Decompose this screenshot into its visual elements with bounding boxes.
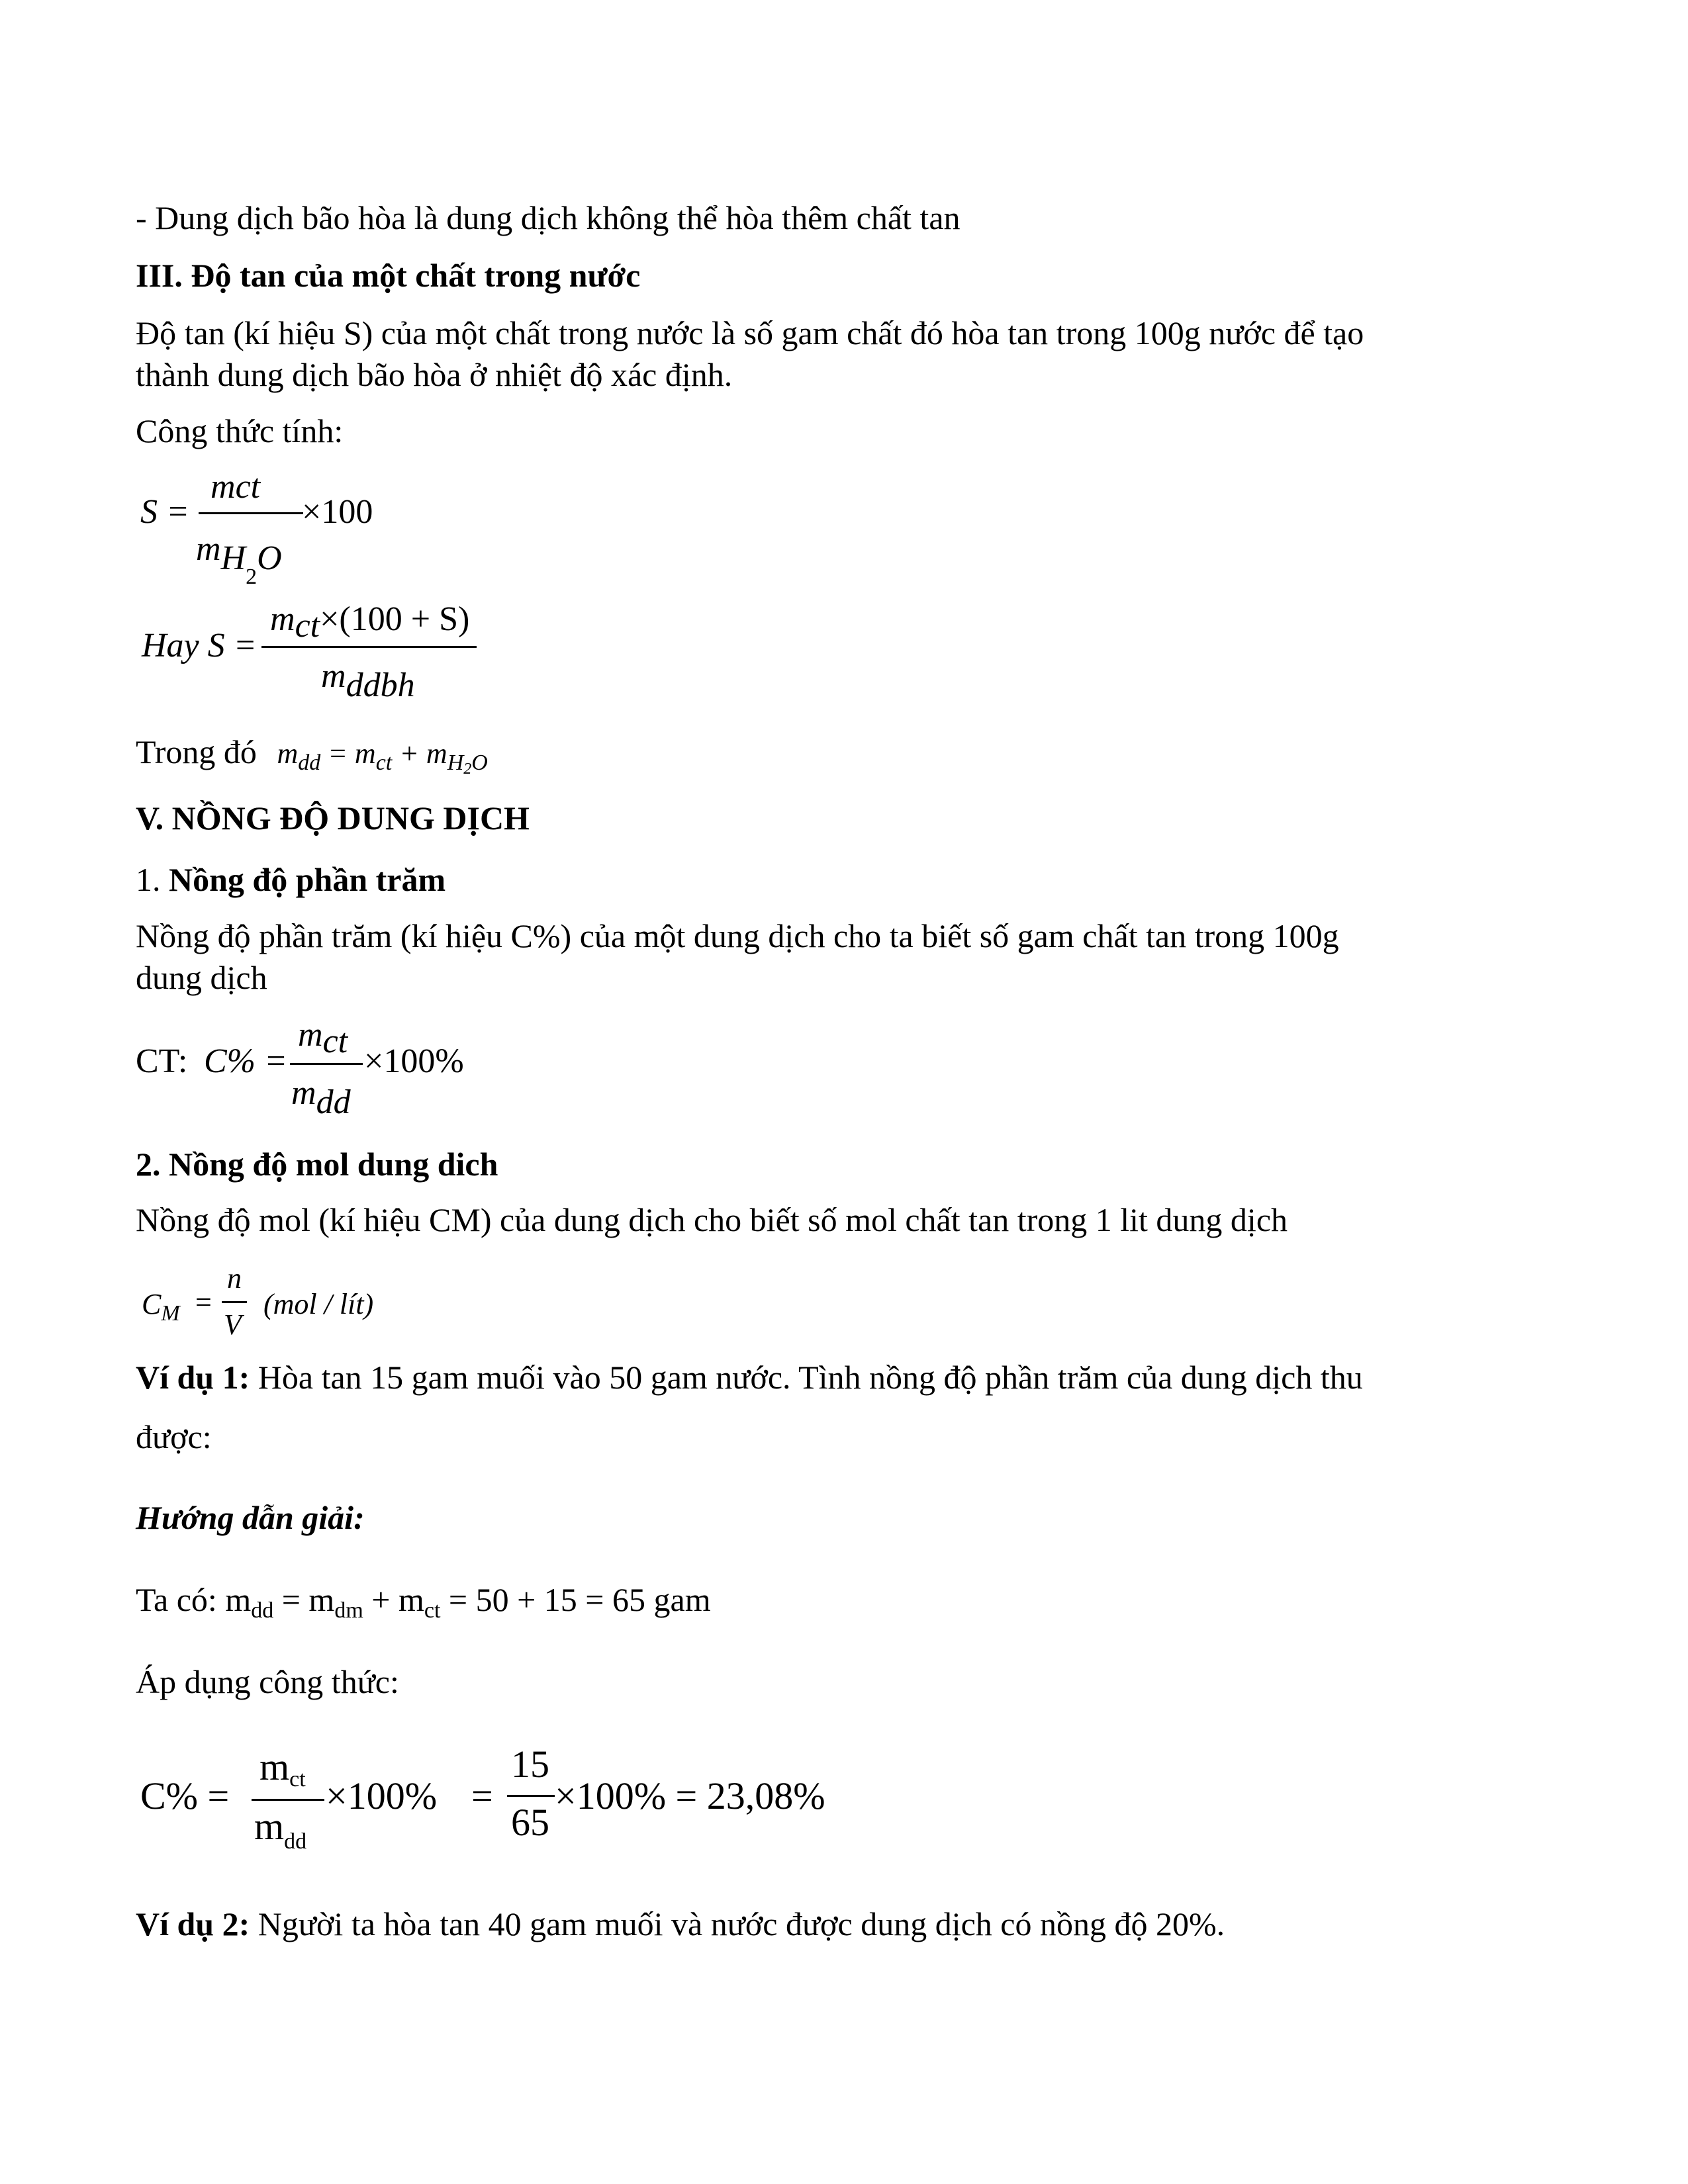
f3-ct-label: CT: <box>136 1042 188 1080</box>
example-1-calc: Ta có: $m_{dd} = m_{dm} + m_{ct} = 50 + 15 = 65$ gam <box>136 1581 711 1623</box>
f3-tail: ×100% <box>364 1042 464 1080</box>
f1-fraction-bar <box>199 512 303 514</box>
percent-definition-line1: Nồng độ phần trăm (kí hiệu C%) của một dung dịch cho ta biết số gam chất tan trong 100g <box>136 917 1339 954</box>
example-1-line1: Ví dụ 1: Hòa tan 15 gam muối vào 50 gam nước. Tình nồng độ phần trăm của dung dịch thu <box>136 1359 1363 1396</box>
f5-lhs: C% = <box>140 1774 230 1817</box>
f5-numerator: mct <box>259 1745 306 1792</box>
where-line: Trong đó $m_{dd} = m_{ct} + m_{H2O}$ <box>136 733 488 778</box>
solubility-definition-line2: thành dung dịch bão hòa ở nhiệt độ xác định. <box>136 356 733 393</box>
f1-numerator: mct <box>211 468 261 506</box>
f5-fraction-bar <box>252 1799 324 1801</box>
f2-numerator: mct×(100 + S) <box>270 600 470 645</box>
section-5-heading: V. NỒNG ĐỘ DUNG DỊCH <box>136 799 530 837</box>
f5-fraction-bar-2 <box>507 1795 555 1797</box>
f5-result: ×100% = 23,08% <box>555 1774 825 1817</box>
f5-equals: = <box>471 1774 493 1817</box>
f3-lhs: C% = <box>204 1042 288 1080</box>
f2-label: Hay S = <box>142 627 257 664</box>
f4-denominator: V <box>224 1308 242 1341</box>
apply-formula-label: Áp dụng công thức: <box>136 1663 399 1700</box>
subsection-2-heading: 2. Nồng độ mol dung dich <box>136 1146 498 1183</box>
section-3-heading: III. Độ tan của một chất trong nước <box>136 257 641 294</box>
f2-fraction-bar <box>261 646 477 648</box>
f4-lhs: $C_M$ <box>142 1288 180 1326</box>
f4-fraction-bar <box>222 1301 247 1303</box>
example-1-line2: được: <box>136 1418 212 1455</box>
f5-mid: ×100% <box>326 1774 438 1817</box>
example-2-line: Ví dụ 2: Người ta hòa tan 40 gam muối và nước được dung dịch có nồng độ 20%. <box>136 1905 1225 1942</box>
f5-denominator: $m_{dd}$ <box>254 1805 307 1854</box>
f1-tail: ×100 <box>302 493 373 531</box>
f1-lhs: S = <box>140 493 190 531</box>
f3-denominator: mdd <box>291 1074 351 1121</box>
solubility-definition-line1: Độ tan (kí hiệu S) của một chất trong nước là số gam chất đó hòa tan trong 100g nước để tạo <box>136 314 1364 351</box>
subsection-1-heading: 1. Nồng độ phần trăm <box>136 861 446 898</box>
intro-line: - Dung dịch bão hòa là dung dịch không thể hòa thêm chất tan <box>136 199 961 236</box>
guide-heading: Hướng dẫn giải: <box>136 1499 365 1536</box>
f2-denominator: mddbh <box>321 657 415 704</box>
f1-denominator: $mH_2O$ <box>196 530 282 589</box>
f5-denominator-2: 65 <box>511 1801 549 1844</box>
f3-numerator: mct <box>298 1016 348 1060</box>
molar-definition: Nồng độ mol (kí hiệu CM) của dung dịch cho biết số mol chất tan trong 1 lit dung dịch <box>136 1201 1288 1238</box>
f3-fraction-bar <box>290 1063 363 1065</box>
f4-equals: = <box>195 1286 212 1318</box>
f4-numerator: n <box>227 1262 242 1295</box>
f5-numerator-2: 15 <box>511 1743 549 1786</box>
percent-definition-line2: dung dịch <box>136 959 267 996</box>
formula-intro: Công thức tính: <box>136 412 344 449</box>
f4-unit: (mol / lít) <box>263 1288 374 1320</box>
